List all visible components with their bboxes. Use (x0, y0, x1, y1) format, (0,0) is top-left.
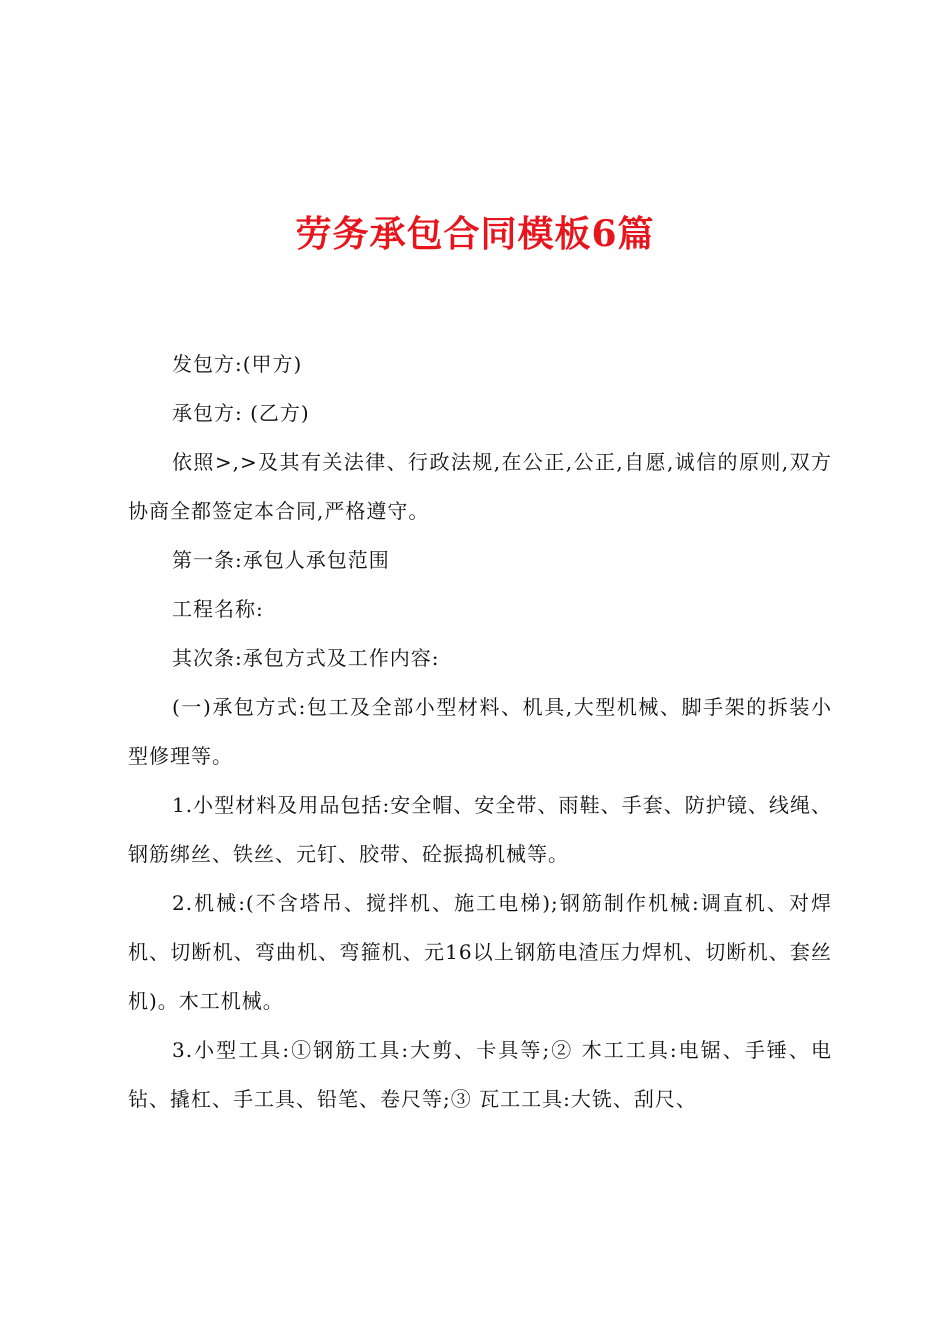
paragraph-contractor-a: 发包方:(甲方) (172, 352, 303, 376)
paragraph-contract-method: (一)承包方式:包工及全部小型材料、机具,大型机械、脚手架的拆装小型修理等。 (128, 695, 832, 768)
paragraph-item-2: 2.机械:(不含塔吊、搅拌机、施工电梯);钢筋制作机械:调直机、对焊机、切断机、弯曲机、弯箍机、元16以上钢筋电渣压力焊机、切断机、套丝机)。木工机械。 (128, 891, 832, 1013)
paragraph-basis: 依照>,>及其有关法律、行政法规,在公正,公正,自愿,诚信的原则,双方协商全都签定本合同,严格遵守。 (128, 450, 832, 523)
paragraph-project-name: 工程名称: (172, 597, 264, 621)
paragraph-item-1: 1.小型材料及用品包括:安全帽、安全带、雨鞋、手套、防护镜、线绳、钢筋绑丝、铁丝、元钉、胶带、砼振捣机械等。 (128, 793, 832, 866)
paragraph-article-2: 其次条:承包方式及工作内容: (172, 646, 440, 670)
paragraph-article-1: 第一条:承包人承包范围 (172, 548, 390, 572)
document-body (128, 340, 832, 1124)
document-title: 劳务承包合同模板6篇 (295, 213, 655, 255)
paragraph-contractor-b: 承包方: (乙方) (172, 401, 310, 425)
paragraph-item-3: 3.小型工具:①钢筋工具:大剪、卡具等;② 木工工具:电锯、手锤、电钻、撬杠、手工具、铅笔、卷尺等;③ 瓦工工具:大铣、刮尺、 (128, 1038, 832, 1111)
